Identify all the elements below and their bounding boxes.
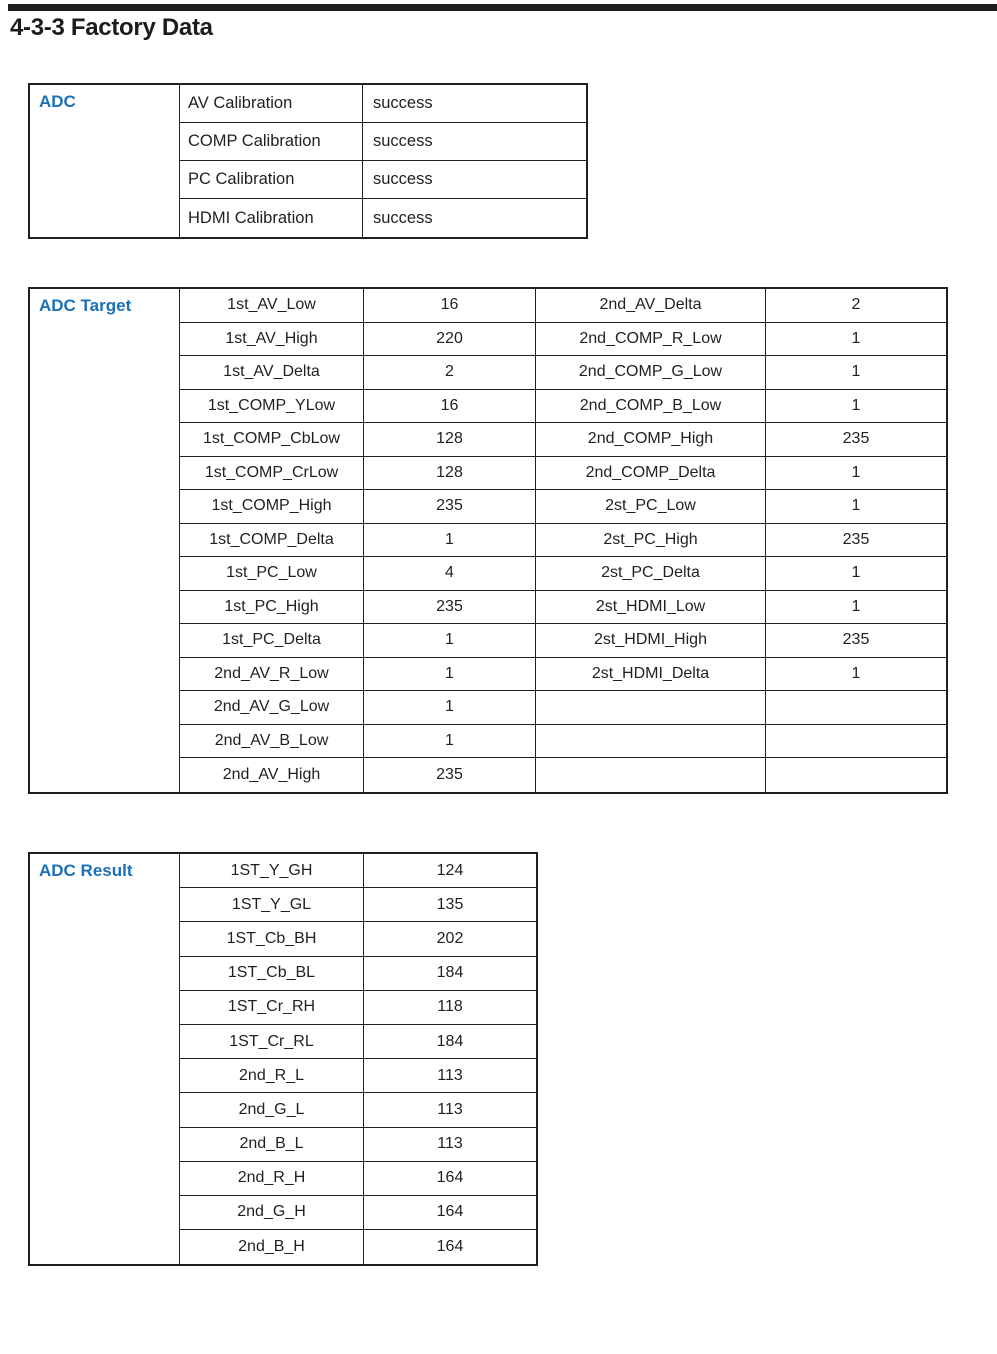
adc-result-table-rows <box>180 854 536 1264</box>
param-value-cell: 2 <box>765 289 946 322</box>
param-value-cell: 2 <box>363 356 535 389</box>
param-name-cell: 2st_PC_Delta <box>535 557 765 590</box>
param-name-cell: 2nd_B_L <box>239 1135 304 1153</box>
table-row <box>180 1230 536 1264</box>
adc-result-header-cell <box>30 854 180 1264</box>
adc-target-table-title: ADC Target <box>39 296 132 315</box>
adc-table-title: ADC <box>39 92 76 111</box>
table-row <box>180 758 946 792</box>
param-name-cell: 1st_PC_Low <box>226 564 317 582</box>
param-name-cell: 2st_HDMI_Delta <box>535 658 765 691</box>
param-value-cell: 164 <box>363 1162 536 1195</box>
param-name-cell <box>535 725 765 758</box>
adc-result-table <box>28 852 538 1266</box>
table-row <box>180 356 946 390</box>
param-name-cell: AV Calibration <box>188 94 293 112</box>
param-name-cell: PC Calibration <box>188 170 295 188</box>
table-row <box>180 1128 536 1162</box>
param-name-cell: 1st_AV_Low <box>227 296 316 314</box>
param-value-cell: 1 <box>363 725 535 758</box>
param-value-cell: 235 <box>363 490 535 523</box>
adc-target-table <box>28 287 948 794</box>
table-row <box>180 888 536 922</box>
param-value-cell: 4 <box>363 557 535 590</box>
param-name-cell: 2st_HDMI_High <box>535 624 765 657</box>
param-value-cell: 164 <box>363 1230 536 1264</box>
table-row <box>180 490 946 524</box>
table-row <box>180 957 536 991</box>
param-name-cell: 1st_COMP_YLow <box>207 396 336 414</box>
param-value-cell: 235 <box>363 591 535 624</box>
param-name-cell: 1st_COMP_Delta <box>209 530 334 548</box>
param-name-cell: 2nd_B_H <box>238 1238 305 1256</box>
param-name-cell: 2st_PC_Low <box>535 490 765 523</box>
table-row <box>180 658 946 692</box>
table-row <box>180 1025 536 1059</box>
param-value-cell: 202 <box>363 922 536 955</box>
param-value-cell: 1 <box>363 691 535 724</box>
param-value-cell: 118 <box>363 991 536 1024</box>
table-row <box>180 423 946 457</box>
adc-table-rows <box>180 85 586 237</box>
table-row <box>180 85 586 123</box>
table-row <box>180 123 586 161</box>
param-value-cell: 124 <box>363 854 536 887</box>
param-value-cell: 1 <box>363 524 535 557</box>
param-name-cell: 2nd_COMP_R_Low <box>535 323 765 356</box>
param-name-cell: 2nd_COMP_High <box>535 423 765 456</box>
page-title: 4-3-3 Factory Data <box>10 14 213 41</box>
param-name-cell: HDMI Calibration <box>188 208 314 227</box>
param-value-cell: 1 <box>765 356 946 389</box>
param-value-cell: 128 <box>363 423 535 456</box>
param-name-cell: 1st_COMP_CrLow <box>204 463 339 481</box>
table-row <box>180 991 536 1025</box>
adc-table-header-cell <box>30 85 180 237</box>
param-name-cell: 1ST_Y_GH <box>230 861 313 879</box>
table-row <box>180 557 946 591</box>
table-row <box>180 922 536 956</box>
param-value-cell: 235 <box>765 624 946 657</box>
param-value-cell: 164 <box>363 1196 536 1229</box>
param-name-cell: 2nd_AV_R_Low <box>214 664 329 682</box>
table-row <box>180 725 946 759</box>
table-row <box>180 524 946 558</box>
param-name-cell: 2nd_AV_Delta <box>535 289 765 322</box>
table-row <box>180 457 946 491</box>
param-value-cell: 235 <box>765 423 946 456</box>
adc-table <box>28 83 588 239</box>
param-name-cell: 2nd_AV_High <box>222 765 321 783</box>
table-row <box>180 1059 536 1093</box>
table-row <box>180 1093 536 1127</box>
param-name-cell: 2nd_COMP_G_Low <box>535 356 765 389</box>
table-row <box>180 854 536 888</box>
param-value-cell: 220 <box>363 323 535 356</box>
param-value-cell: 184 <box>363 1025 536 1058</box>
param-value-cell: success <box>362 85 586 122</box>
param-name-cell: 2nd_R_L <box>239 1066 304 1084</box>
param-value-cell: 128 <box>363 457 535 490</box>
adc-result-table-title: ADC Result <box>39 861 133 880</box>
param-value-cell: 1 <box>765 557 946 590</box>
param-name-cell: 2nd_AV_B_Low <box>214 731 329 749</box>
param-value-cell: 235 <box>363 758 535 792</box>
param-name-cell: 1st_COMP_High <box>211 497 332 515</box>
param-name-cell: 1st_PC_High <box>224 597 319 615</box>
adc-target-table-rows <box>180 289 946 792</box>
param-name-cell: 2nd_COMP_B_Low <box>535 390 765 423</box>
table-row <box>180 691 946 725</box>
param-name-cell: 2nd_R_H <box>237 1169 306 1187</box>
param-value-cell: 1 <box>765 658 946 691</box>
table-row <box>180 624 946 658</box>
param-name-cell: 1ST_Y_GL <box>231 895 312 913</box>
param-value-cell: 135 <box>363 888 536 921</box>
param-name-cell: COMP Calibration <box>188 132 321 150</box>
param-value-cell: 16 <box>363 390 535 423</box>
table-row <box>180 199 586 237</box>
param-name-cell: 1st_AV_Delta <box>223 363 320 381</box>
param-value-cell <box>765 758 946 792</box>
param-value-cell: 1 <box>765 457 946 490</box>
param-value-cell: 1 <box>363 624 535 657</box>
param-value-cell: 1 <box>765 390 946 423</box>
param-name-cell: 1ST_Cb_BL <box>227 964 316 982</box>
param-value-cell: 235 <box>765 524 946 557</box>
param-value-cell: 184 <box>363 957 536 990</box>
table-row <box>180 323 946 357</box>
param-name-cell: 2nd_G_L <box>238 1100 305 1118</box>
table-row <box>180 161 586 199</box>
param-value-cell: 113 <box>363 1059 536 1092</box>
param-value-cell: success <box>362 123 586 160</box>
param-value-cell: success <box>362 199 586 237</box>
table-row <box>180 1196 536 1230</box>
param-value-cell: 113 <box>363 1093 536 1126</box>
param-value-cell: 16 <box>363 289 535 322</box>
param-name-cell: 2nd_COMP_Delta <box>535 457 765 490</box>
param-name-cell: 1ST_Cr_RL <box>229 1032 314 1050</box>
param-name-cell: 1ST_Cb_BH <box>226 929 317 947</box>
adc-target-header-cell <box>30 289 180 792</box>
param-value-cell: 113 <box>363 1128 536 1161</box>
param-value-cell: success <box>362 161 586 198</box>
param-value-cell <box>765 691 946 724</box>
param-name-cell: 2st_HDMI_Low <box>535 591 765 624</box>
page-top-rule <box>8 4 997 11</box>
param-name-cell <box>535 691 765 724</box>
param-value-cell: 1 <box>363 658 535 691</box>
table-row <box>180 289 946 323</box>
param-value-cell: 1 <box>765 591 946 624</box>
param-name-cell: 1ST_Cr_RH <box>227 998 316 1016</box>
param-value-cell: 1 <box>765 323 946 356</box>
table-row <box>180 1162 536 1196</box>
table-row <box>180 591 946 625</box>
param-name-cell: 2st_PC_High <box>535 524 765 557</box>
param-name-cell: 2nd_G_H <box>237 1203 306 1221</box>
param-value-cell <box>765 725 946 758</box>
param-name-cell: 2nd_AV_G_Low <box>213 698 330 716</box>
table-row <box>180 390 946 424</box>
param-name-cell: 1st_PC_Delta <box>222 631 321 649</box>
param-name-cell: 1st_COMP_CbLow <box>203 430 340 448</box>
param-name-cell <box>535 758 765 792</box>
param-name-cell: 1st_AV_High <box>225 329 318 347</box>
param-value-cell: 1 <box>765 490 946 523</box>
